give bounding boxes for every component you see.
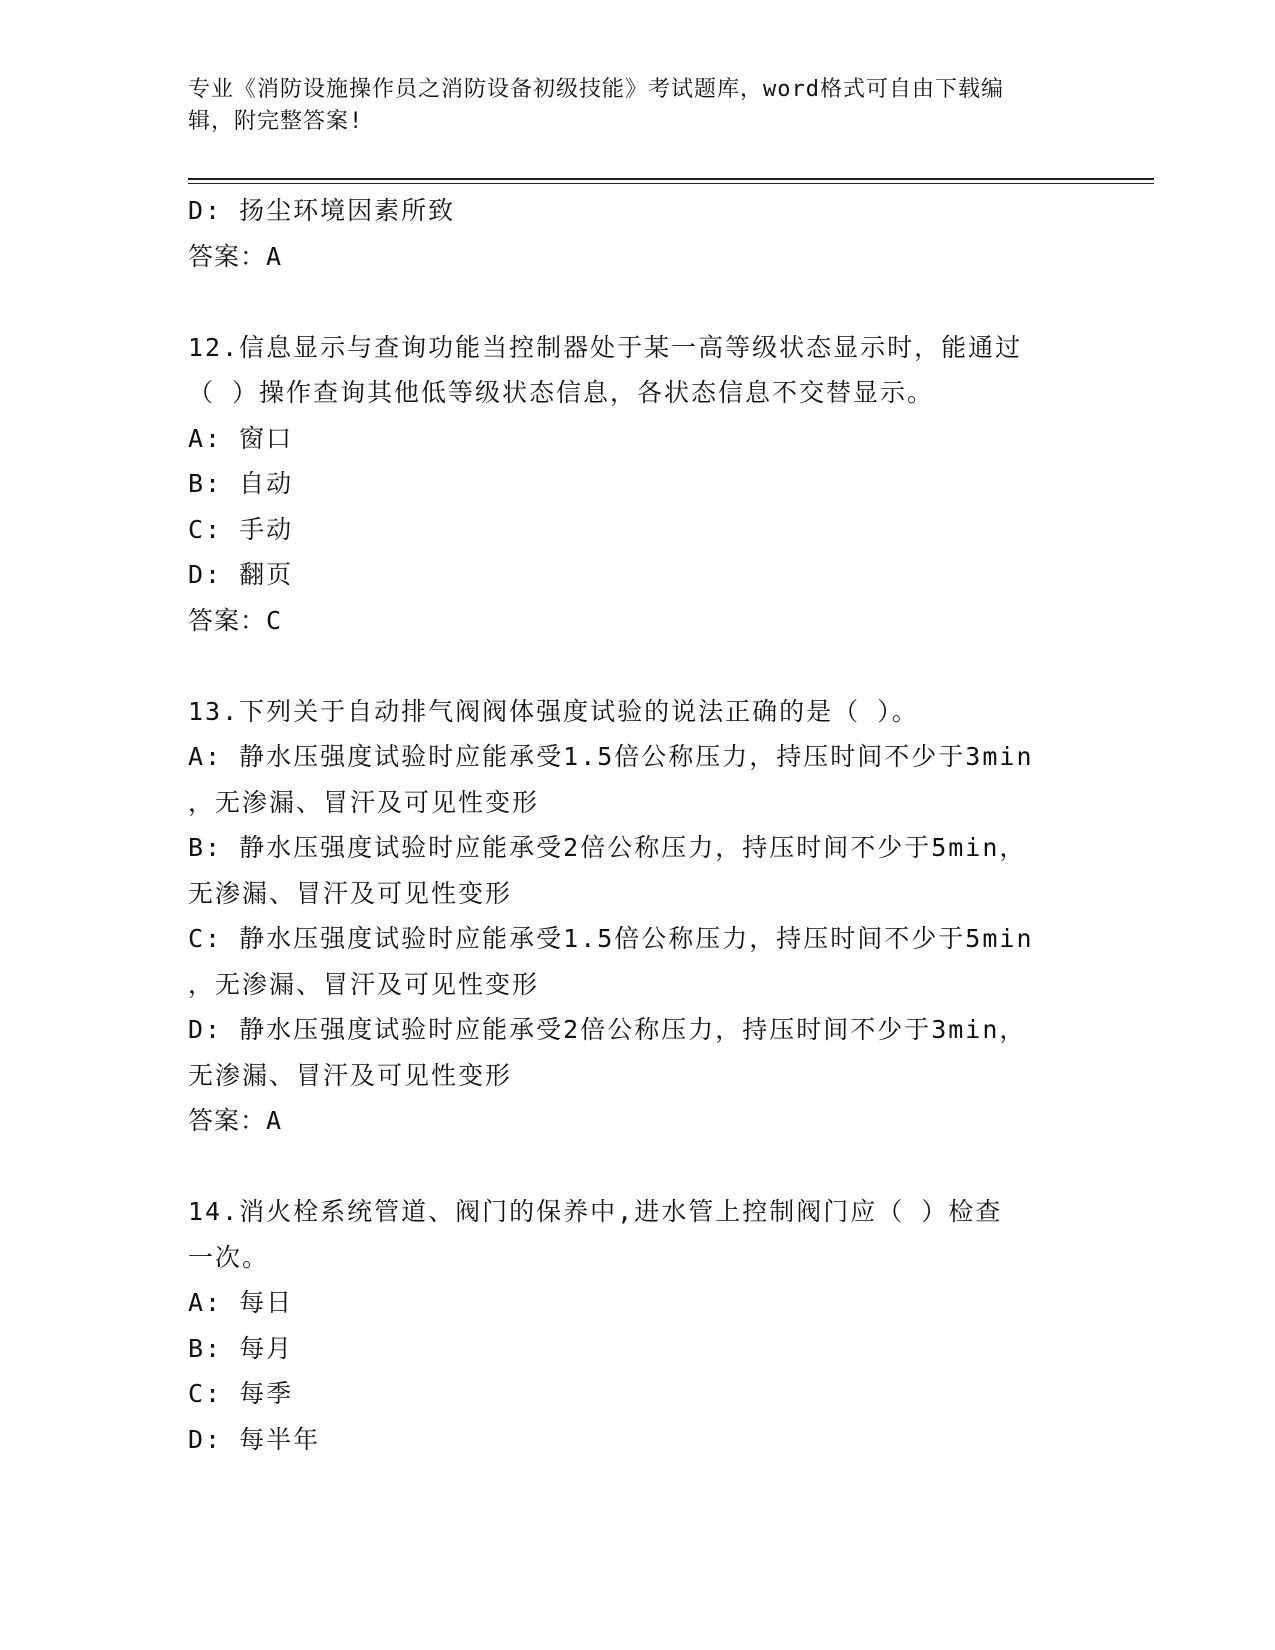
spacer	[188, 279, 1088, 325]
question-list	[188, 188, 1088, 1462]
spacer	[188, 1144, 1088, 1190]
option-b-line-2: 无渗漏、冒汗及可见性变形	[188, 878, 513, 908]
option-a-line-1: A: 静水压强度试验时应能承受1.5倍公称压力，持压时间不少于3min	[188, 742, 1034, 771]
option-b: B: 自动	[188, 469, 294, 498]
option-d: D: 扬尘环境因素所致	[188, 196, 456, 225]
answer-line: 答案：A	[188, 1106, 283, 1135]
option-b: B: 每月	[188, 1333, 294, 1363]
question-stem: 13.下列关于自动排气阀阀体强度试验的说法正确的是（ ）。	[188, 696, 919, 726]
header-divider-thick	[188, 178, 1154, 180]
page-header	[188, 74, 1088, 138]
option-d: D: 每半年	[188, 1424, 321, 1454]
option-b-line-1: B: 静水压强度试验时应能承受2倍公称压力，持压时间不少于5min，	[188, 833, 1027, 862]
header-line-1: 专业《消防设施操作员之消防设备初级技能》考试题库，word格式可自由下载编	[188, 77, 1004, 102]
question-11	[188, 188, 1088, 279]
question-stem-line-2: （ ）操作查询其他低等级状态信息，各状态信息不交替显示。	[188, 378, 935, 407]
answer-line: 答案：A	[188, 241, 283, 271]
option-d-line-2: 无渗漏、冒汗及可见性变形	[188, 1060, 513, 1090]
option-d-line-1: D: 静水压强度试验时应能承受2倍公称压力，持压时间不少于3min，	[188, 1015, 1027, 1044]
option-d: D: 翻页	[188, 560, 294, 589]
question-stem-line-2: 一次。	[188, 1242, 270, 1272]
question-13	[188, 689, 1088, 1144]
header-divider-thin	[188, 183, 1154, 184]
option-c: C: 手动	[188, 514, 294, 544]
option-a: A: 每日	[188, 1288, 294, 1317]
option-a: A: 窗口	[188, 423, 294, 453]
answer-line: 答案：C	[188, 605, 283, 635]
header-line-2: 辑，附完整答案!	[188, 109, 364, 134]
question-stem-line-1: 14.消火栓系统管道、阀门的保养中,进水管上控制阀门应（ ）检查	[188, 1197, 1003, 1226]
option-c: C: 每季	[188, 1379, 294, 1408]
option-c-line-1: C: 静水压强度试验时应能承受1.5倍公称压力，持压时间不少于5min	[188, 924, 1034, 953]
question-14	[188, 1189, 1088, 1462]
spacer	[188, 643, 1088, 689]
option-a-line-2: ，无渗漏、冒汗及可见性变形	[188, 787, 540, 817]
question-12	[188, 325, 1088, 644]
option-c-line-2: ，无渗漏、冒汗及可见性变形	[188, 969, 540, 999]
question-stem-line-1: 12.信息显示与查询功能当控制器处于某一高等级状态显示时，能通过	[188, 332, 1023, 362]
